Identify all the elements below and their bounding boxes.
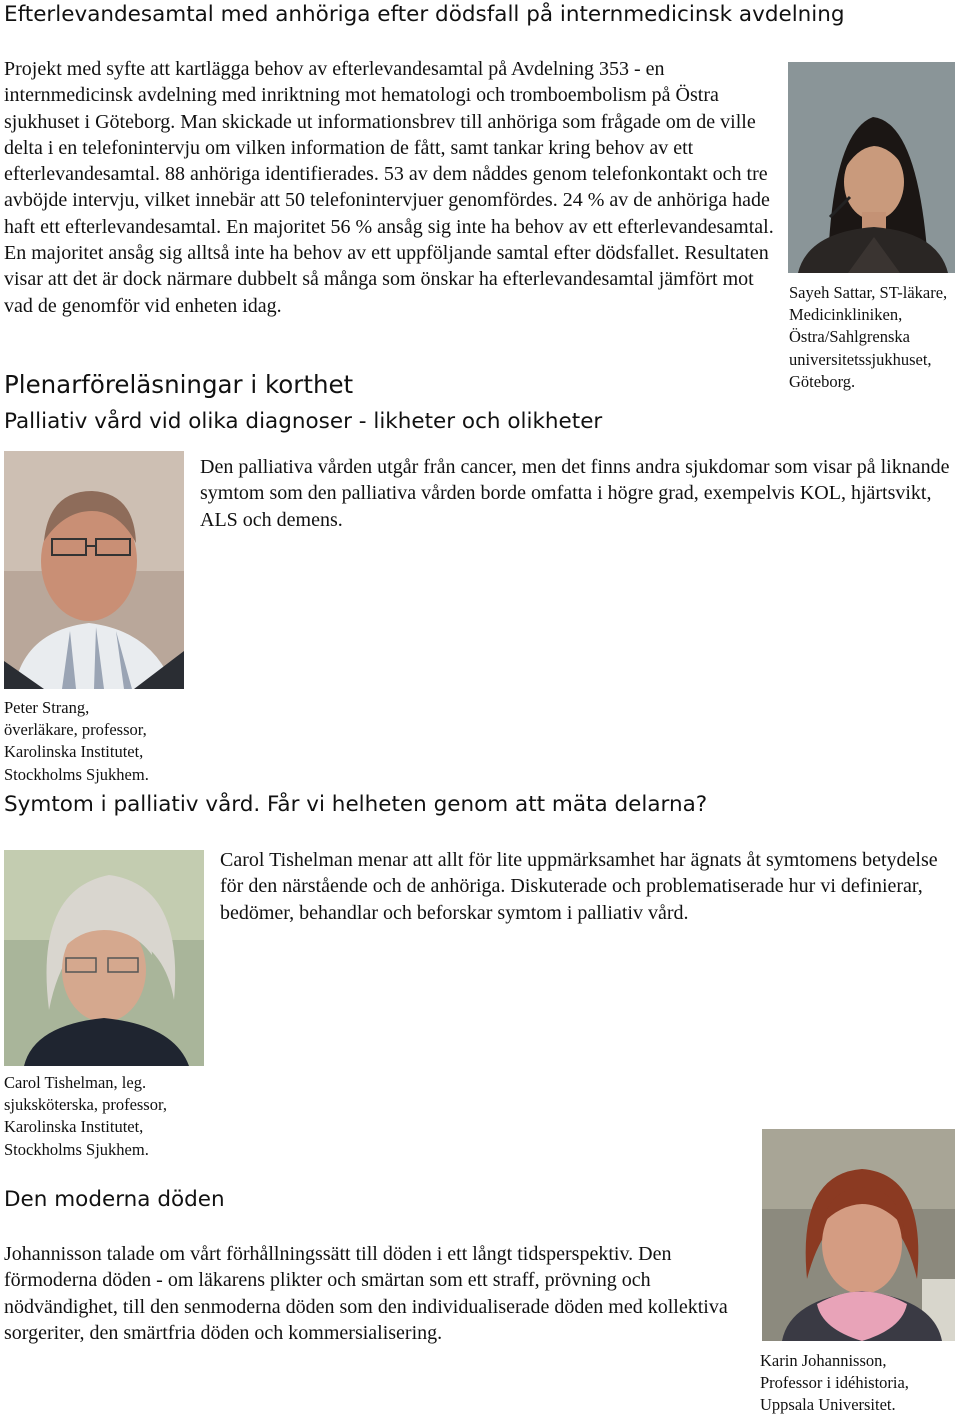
talk2-title: Symtom i palliativ vård. Får vi helheten genom att mäta delarna? [4,792,708,817]
photo-karin-johannisson [762,1129,955,1341]
talk3-body: Johannisson talade om vårt förhållningssätt till döden i ett långt tidsperspektiv. Den förmoderna döden - om läkarens plikter och smärtan som ett straff, prövning och nödvändighet, till den senmoderna döden som den individualiserade döden med kollektiva sorgeriter, den smärtfria döden och kommersialisering. [4,1243,728,1344]
photo-sayeh-sattar [788,62,955,273]
talk1-body: Den palliativa vården utgår från cancer, men det finns andra sjukdomar som visar på liknande symtom som den palliativa vården borde omfatta i högre grad, exempelvis KOL, hjärtsvikt, ALS och demens. [200,456,950,531]
photo-caption-sayeh-sattar: Sayeh Sattar, ST-läkare, Medicinkliniken, Östra/Sahlgrenska universitetssjukhuset, Göteborg. [789,283,948,391]
section-title: Plenarföreläsningar i korthet [4,370,354,399]
talk3-title: Den moderna döden [4,1187,225,1212]
article-body: Projekt med syfte att kartlägga behov av efterlevandesamtal på Avdelning 353 - en internmedicinsk avdelning med inriktning mot hematologi och tromboembolism på Östra sjukhuset i Göteborg. Man skickade ut informationsbrev till anhöriga som frågade om de ville delta i en telefonintervju om vilken information de fått, samt tankar kring behov av ett efterlevandesamtal. 88 anhöriga identifierades. 53 av dem nåddes genom telefonkontakt och tre avböjde intervju, vilket innebär att 50 telefonintervjuer genomfördes. 24 % av de anhöriga hade haft ett efterlevandesamtal. En majoritet 56 % ansåg sig inte ha behov av ett efterlevandesamtal. En majoritet ansåg sig alltså inte ha behov av ett uppföljande samtal efter dödsfallet. Resultaten visar att det är dock närmare dubbelt så många som önskar ha efterlevandesamtal jämfört mot vad de genomför vid enheten idag. [4,58,774,317]
photo-caption-carol-tishelman: Carol Tishelman, leg. sjuksköterska, professor, Karolinska Institutet, Stockholms Sjukhem. [4,1073,167,1159]
photo-peter-strang [4,451,184,689]
photo-caption-karin-johannisson: Karin Johannisson, Professor i idéhistoria, Uppsala Universitet. [760,1351,909,1415]
talk1-title: Palliativ vård vid olika diagnoser - likheter och olikheter [4,409,603,434]
photo-carol-tishelman [4,850,204,1066]
talk2-body: Carol Tishelman menar att allt för lite uppmärksamhet har ägnats åt symtomens betydelse för den närstående och de anhöriga. Diskuterade och problematiserade hur vi definierar, bedömer, behandlar och beforskar symtom i palliativ vård. [220,849,938,924]
photo-caption-peter-strang: Peter Strang, överläkare, professor, Karolinska Institutet, Stockholms Sjukhem. [4,698,149,784]
article-title: Efterlevandesamtal med anhöriga efter dödsfall på internmedicinsk avdelning [4,2,845,27]
